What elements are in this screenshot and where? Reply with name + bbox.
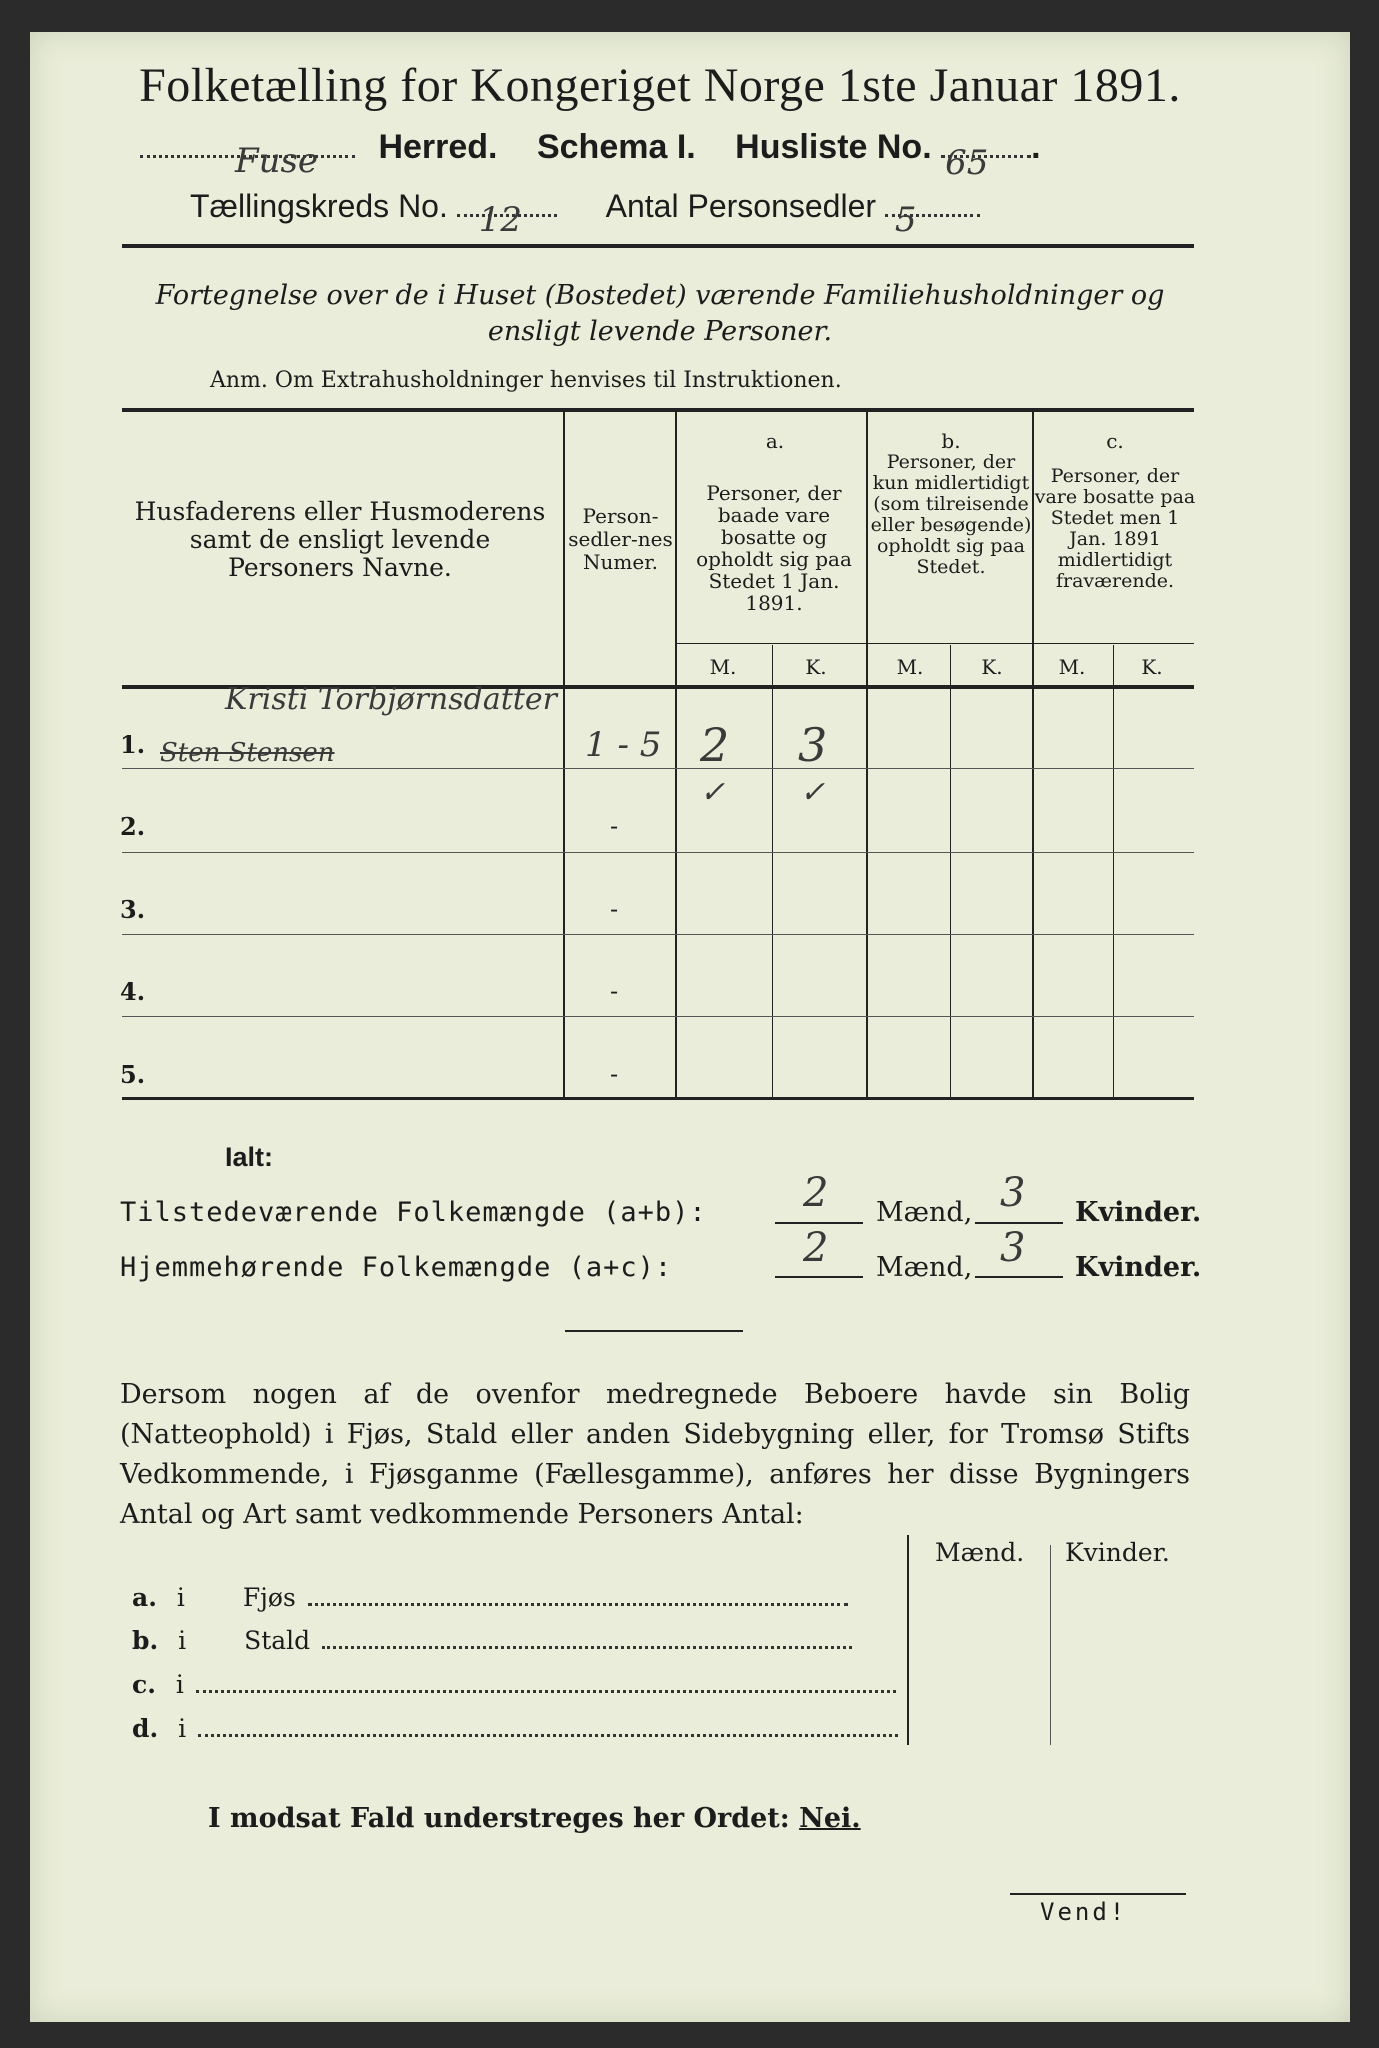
mk-divider	[950, 645, 951, 1100]
tilstede-kvinder: Kvinder.	[1075, 1197, 1202, 1228]
tilstede-k-line	[975, 1222, 1063, 1224]
buildings-paragraph: Dersom nogen af de ovenfor medregnede Beboere havde sin Bolig (Natteophold) i Fjøs, Stald eller anden Sidebygning eller, for Tromsø Stifts Vedkommende, i Fjøsganme (Fællesgamme), anføres her disse Bygningers Antal og Art samt vedkommende Personers Antal:	[120, 1379, 1190, 1530]
antal-value: 5	[894, 200, 917, 240]
ialt-label: Ialt:	[225, 1142, 274, 1172]
tilstede-maend: Mænd,	[876, 1197, 973, 1228]
antal-field	[885, 200, 980, 240]
vend-rule	[1010, 1893, 1186, 1895]
schema-label: Schema I.	[536, 128, 696, 166]
herred-value: Fuse	[235, 141, 319, 181]
herred-line: Fuse Herred. Schema I. Husliste No. 65 .	[140, 128, 1200, 167]
row-line	[122, 768, 1194, 769]
building-item-fjos: a. i Fjøs	[132, 1583, 848, 1612]
row-1-a-k: 3	[798, 718, 828, 772]
vend-label: Vend!	[1040, 1898, 1128, 1926]
tilstede-label: Tilstedeværende Folkemængde (a+b):	[120, 1197, 707, 1228]
hjemme-k-value: 3	[1000, 1225, 1026, 1271]
col-header-a-letter: a.	[765, 429, 785, 453]
hjemme-m-line	[775, 1276, 863, 1278]
col-header-numer: Person-sedler-nes Numer.	[568, 504, 673, 574]
separator-rule	[565, 1330, 743, 1332]
col-a-m-label: M.	[709, 655, 737, 679]
tilstede-m-value: 2	[803, 1170, 829, 1216]
herred-label: Herred.	[378, 128, 498, 166]
row-1-numer: 1 - 5	[585, 725, 662, 765]
anm-note: Anm. Om Extrahusholdninger henvises til Instruktionen.	[210, 368, 842, 393]
modsat-line	[208, 1803, 861, 1834]
hjemme-k-line	[975, 1276, 1063, 1278]
header-rule	[122, 244, 1194, 248]
husliste-label: Husliste No.	[735, 128, 932, 166]
kreds-label: Tællingskreds No.	[190, 188, 448, 224]
husliste-value: 65	[945, 143, 989, 183]
herred-field	[140, 141, 355, 181]
row-number: 1.	[120, 730, 146, 759]
intro-heading: Fortegnelse over de i Huset (Bostedet) værende Familiehusholdninger og ensligt levende Personer.	[155, 280, 1165, 347]
hjemme-m-value: 2	[803, 1225, 829, 1271]
kreds-line	[190, 188, 1190, 240]
mk-divider	[1113, 645, 1114, 1100]
mk-header-rule	[675, 643, 1194, 644]
hjemme-maend: Mænd,	[876, 1252, 973, 1283]
col-b-k-label: K.	[981, 655, 1003, 679]
col-b-m-label: M.	[896, 655, 924, 679]
row-1-check-k: ✓	[800, 775, 826, 810]
hjemme-label: Hjemmehørende Folkemængde (a+c):	[120, 1252, 673, 1283]
nei-word: Nei.	[799, 1803, 861, 1834]
col-header-b-letter: b.	[941, 429, 961, 453]
row-line	[122, 1016, 1194, 1017]
husliste-field	[941, 143, 1031, 183]
col-header-c: Personer, der vare bosatte paa Stedet men 1 Jan. 1891 midlertidigt fraværende.	[1034, 465, 1196, 592]
hjemme-kvinder: Kvinder.	[1075, 1252, 1202, 1283]
row-line	[122, 852, 1194, 853]
antal-label: Antal Personsedler	[605, 188, 877, 224]
col-a-k-label: K.	[805, 655, 827, 679]
col-divider	[866, 412, 868, 1100]
col-header-c-letter: c.	[1106, 429, 1124, 453]
col-header-a: Personer, der baade vare bosatte og opholdt sig paa Stedet 1 Jan. 1891.	[696, 481, 852, 615]
building-item-stald: b. i Stald	[132, 1626, 852, 1655]
col-header-b: Personer, der kun midlertidigt (som tilreisende eller besøgende) opholdt sig paa Stedet.	[870, 451, 1032, 578]
building-item-c: c. i	[132, 1670, 896, 1699]
col-header-names: Husfaderens eller Husmoderens samt de ensligt levende Personers Navne.	[134, 497, 546, 582]
row-1-a-m: 2	[700, 718, 730, 772]
tilstede-m-line	[775, 1222, 863, 1224]
buildings-maend-head: Mænd.	[935, 1538, 1025, 1567]
row-line	[122, 934, 1194, 935]
row-number: 5.	[120, 1060, 146, 1089]
row-number: 3.	[120, 895, 146, 924]
col-divider	[563, 412, 565, 1100]
mk-divider	[772, 645, 773, 1100]
building-item-d: d. i	[132, 1714, 898, 1743]
row-1-name: Kristi Torbjørnsdatter	[225, 682, 557, 717]
modsat-text: I modsat Fald understreges her Ordet:	[208, 1803, 790, 1834]
kreds-field	[457, 200, 557, 240]
row-numer: -	[610, 977, 619, 1005]
col-divider	[675, 412, 677, 1100]
row-number: 2.	[120, 812, 146, 841]
row-numer: -	[610, 1060, 619, 1088]
col-c-m-label: M.	[1058, 655, 1086, 679]
form-title: Folketælling for Kongeriget Norge 1ste Januar 1891.	[139, 59, 1181, 112]
tilstede-k-value: 3	[1000, 1170, 1026, 1216]
row-1-struck-name: Sten Stensen	[160, 738, 335, 768]
row-numer: -	[610, 812, 619, 840]
kreds-value: 12	[478, 200, 523, 240]
row-numer: -	[610, 895, 619, 923]
row-1-check-m: ✓	[700, 775, 726, 810]
col-c-k-label: K.	[1141, 655, 1163, 679]
buildings-divider	[907, 1535, 909, 1745]
row-number: 4.	[120, 977, 146, 1006]
buildings-divider	[1050, 1545, 1051, 1745]
buildings-kvinder-head: Kvinder.	[1065, 1538, 1170, 1567]
